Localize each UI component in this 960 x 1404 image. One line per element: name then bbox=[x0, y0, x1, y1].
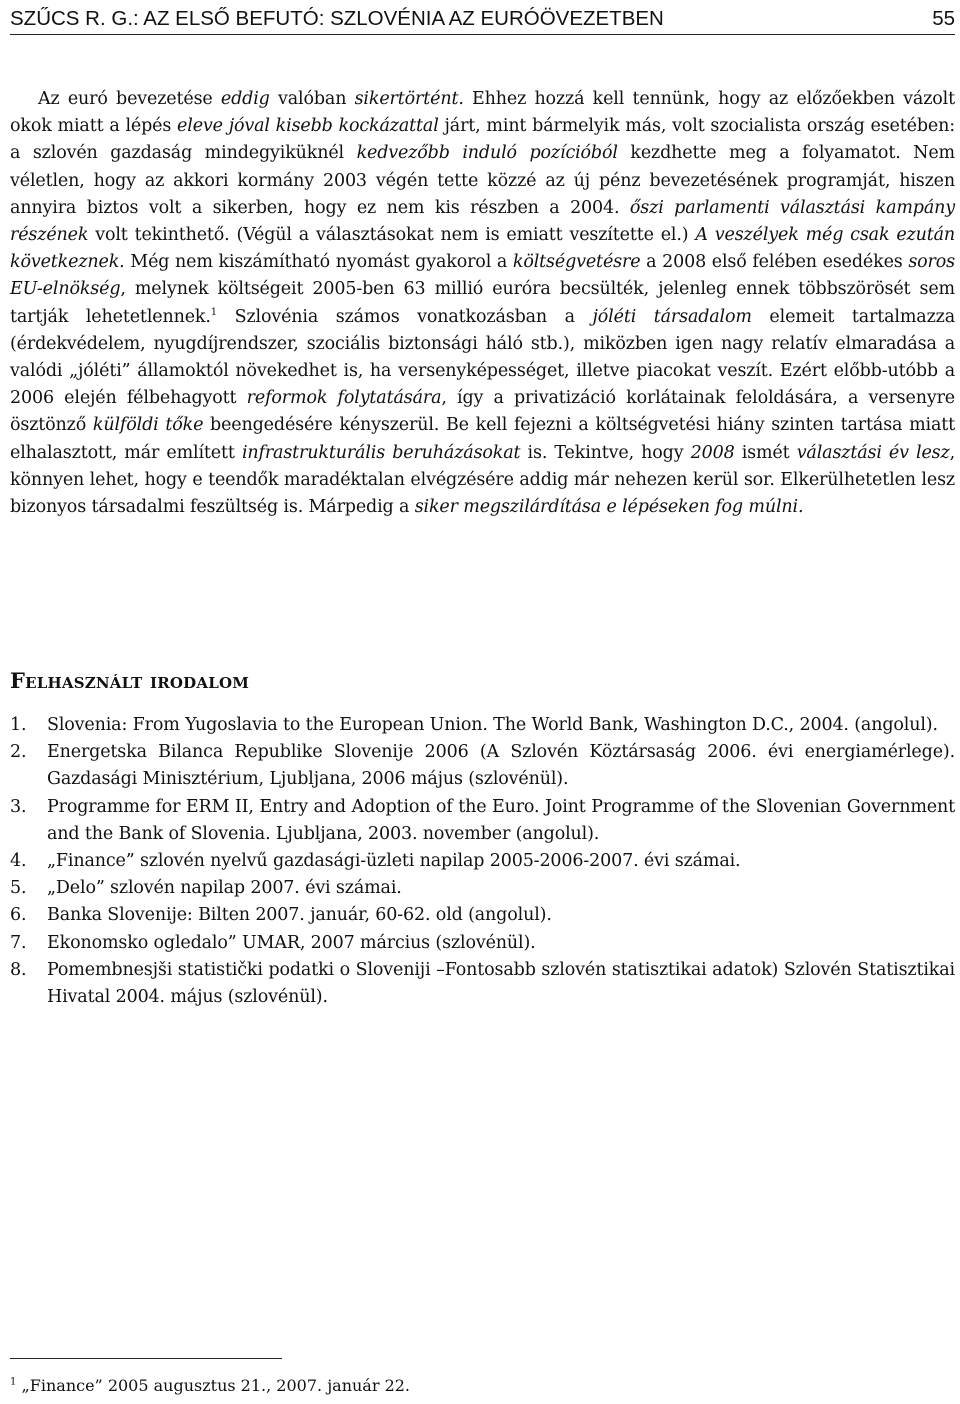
text-run: járt, mint bármelyik más, volt szocialista ország esetében: a szlovén gazdaság mindegyiküknél bbox=[10, 116, 955, 164]
reference-text: Programme for ERM II, Entry and Adoption of the Euro. Joint Programme of the Slovenian Government and the Bank of Slovenia. Ljubljana, 2003. november (angolul). bbox=[47, 796, 955, 844]
reference-item bbox=[10, 848, 955, 875]
running-title: SZŰCS R. G.: AZ ELSŐ BEFUTÓ: SZLOVÉNIA AZ EURÓÖVEZETBEN bbox=[10, 7, 664, 30]
reference-item bbox=[10, 957, 955, 1011]
emphasis: külföldi tőke bbox=[92, 415, 204, 436]
emphasis: sikertörtént. bbox=[354, 89, 464, 109]
paragraph bbox=[10, 86, 955, 521]
emphasis: őszi parlamenti választási kampány részének bbox=[10, 197, 955, 246]
reference-text: Slovenia: From Yugoslavia to the European Union. The World Bank, Washington D.C., 2004. (angolul). bbox=[47, 715, 938, 735]
reference-item bbox=[10, 875, 955, 902]
text-run: beengedésére kényszerül. Be kell fejezni a költségvetési hiány szinten tartása miatt elhalasztott, már említett bbox=[10, 415, 956, 463]
reference-number: 5. bbox=[10, 878, 27, 899]
reference-item bbox=[10, 794, 955, 848]
reference-number: 2. bbox=[10, 742, 27, 763]
text-run: Ehhez hozzá kell tennünk, hogy az előzőekben vázolt okok miatt a lépés bbox=[10, 89, 955, 137]
emphasis: jóléti társadalom bbox=[592, 306, 752, 327]
text-run: , könnyen lehet, hogy e teendők maradéktalan elvégzésére addig már nehezen kerül sor. Elkerülhetetlen lesz bizonyos társadalmi feszültség is. Márpedig a bbox=[10, 442, 956, 518]
section-heading: Felhasznált irodalom bbox=[10, 668, 250, 693]
text-run: Az euró bevezetése bbox=[38, 89, 221, 109]
reference-text: „Finance” szlovén nyelvű gazdasági-üzleti napilap 2005-2006-2007. évi számai. bbox=[47, 851, 741, 872]
footnote bbox=[10, 1376, 410, 1396]
running-header bbox=[10, 4, 955, 35]
emphasis: soros EU-elnökség bbox=[10, 252, 955, 300]
reference-item bbox=[10, 712, 955, 739]
footnote-separator bbox=[10, 1358, 282, 1359]
emphasis: A veszélyek még csak ezután következnek. bbox=[10, 225, 955, 273]
text-run: Szlovénia számos vonatkozásban a bbox=[217, 306, 593, 327]
emphasis: költségvetésre bbox=[512, 252, 641, 273]
emphasis: választási év lesz bbox=[796, 442, 950, 463]
footnote-marker: 1 bbox=[210, 306, 218, 318]
reference-item bbox=[10, 930, 955, 957]
footnote-marker: 1 bbox=[10, 1376, 17, 1388]
text-run: , melynek költségeit 2005-ben 63 millió euróra becsülték, jelenleg ennek többszörösét sem tartják lehetetlennek. bbox=[10, 279, 955, 327]
text-run: volt tekinthető. (Végül a választásokat nem is emiatt veszítette el.) bbox=[88, 225, 696, 246]
text-run: is. Tekintve, hogy bbox=[520, 442, 691, 463]
reference-number: 3. bbox=[10, 796, 27, 817]
reference-number: 4. bbox=[10, 851, 27, 872]
reference-text: Ekonomsko ogledalo” UMAR, 2007 március (szlovénül). bbox=[47, 932, 536, 953]
reference-item bbox=[10, 739, 955, 793]
emphasis: 2008 bbox=[690, 442, 735, 463]
reference-number: 8. bbox=[10, 959, 27, 980]
reference-text: Energetska Bilanca Republike Slovenije 2006 (A Szlovén Köztársaság 2006. évi energiamérlege). Gazdasági Minisztérium, Ljubljana, 2006 május (szlovénül). bbox=[47, 742, 955, 790]
emphasis: infrastrukturális beruházásokat bbox=[241, 442, 521, 463]
emphasis: eleve jóval kisebb kockázattal bbox=[177, 116, 439, 137]
page-number: 55 bbox=[932, 7, 955, 30]
emphasis: eddig bbox=[220, 89, 270, 109]
reference-number: 7. bbox=[10, 932, 27, 953]
emphasis: kedvezőbb induló pozícióból bbox=[356, 143, 618, 164]
text-run: kezdhette meg a folyamatot. Nem véletlen, hogy az akkori kormány 2003 végén tette közzé az új pénz bevezetésének programját, hiszen annyira biztos volt a sikerben, hogy ez nem kis részben a 2004. bbox=[10, 143, 955, 218]
reference-item bbox=[10, 902, 955, 929]
reference-number: 1. bbox=[10, 715, 27, 735]
reference-text: „Delo” szlovén napilap 2007. évi számai. bbox=[47, 878, 402, 899]
reference-text: Pomembnesjši statistički podatki o Sloveniji –Fontosabb szlovén statisztikai adatok) Szlovén Statisztikai Hivatal 2004. május (szlovénül). bbox=[47, 959, 955, 1008]
emphasis: siker megszilárdítása e lépéseken fog múlni. bbox=[414, 497, 804, 518]
reference-text: Banka Slovenije: Bilten 2007. január, 60-62. old (angolul). bbox=[47, 905, 552, 926]
text-run: a 2008 első felében esedékes bbox=[640, 252, 909, 273]
reference-list bbox=[10, 712, 955, 1011]
text-run: , így a privatizáció korlátainak feloldására, a versenyre ösztönző bbox=[10, 388, 955, 436]
text-run: valóban bbox=[269, 89, 355, 109]
footnote-text: „Finance” 2005 augusztus 21., 2007. január 22. bbox=[16, 1376, 411, 1395]
text-run: Még nem kiszámítható nyomást gyakorol a bbox=[124, 252, 513, 273]
text-run: elemeit tartalmazza (érdekvédelem, nyugdíjrendszer, szociális biztonsági háló stb.), miközben igen nagy relatív elmaradása a valódi „jóléti” államoktól növekedhet is, ha versenyképességet, illetve piacokat veszít. Ezért előbb-utóbb a 2006 elején félbehagyott bbox=[10, 306, 955, 409]
emphasis: reformok folytatására bbox=[246, 388, 442, 409]
main-paragraph bbox=[10, 86, 955, 521]
reference-number: 6. bbox=[10, 905, 27, 926]
text-run: ismét bbox=[734, 442, 797, 463]
